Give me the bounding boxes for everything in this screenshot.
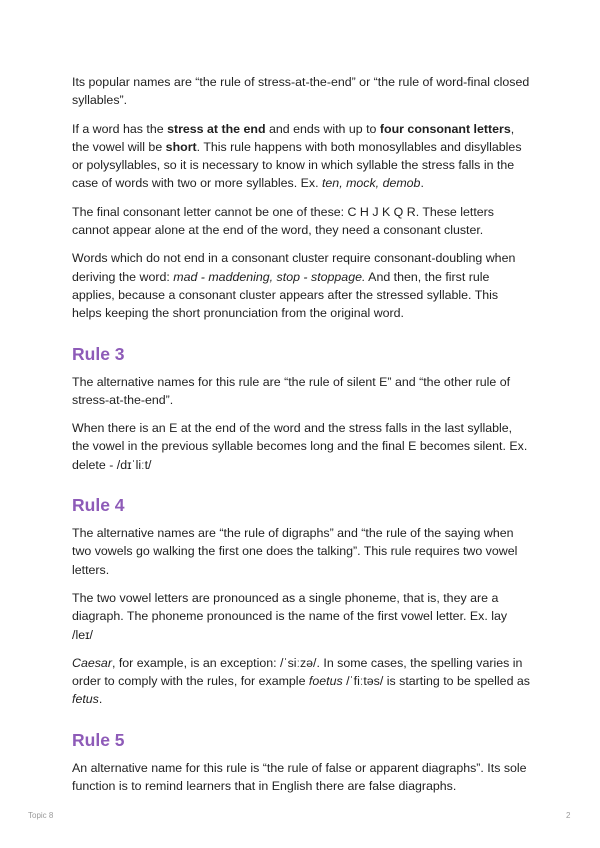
rule-5-heading: Rule 5 [72,729,125,750]
italic-fetus: fetus [72,692,99,707]
text-run: Words which do not end in a consonant cluster require consonant-doubling when deriving the word: [72,251,516,284]
bold-four-consonant-letters: four consonant letters [379,121,511,136]
bold-short: short [165,139,197,154]
text-run: , the vowel will be [72,121,515,154]
bold-stress-at-end: stress at the end [167,121,266,136]
text-run: If a word has the [72,121,168,136]
text-run: /ˈfiːtəs/ is starting to be spelled as [342,674,530,689]
text-run: , for example, is an exception: /ˈsiːzə/. In some cases, the spelling varies in order to comply with the rules, for example [72,655,523,689]
rule-3-heading: Rule 3 [72,343,125,364]
intro-paragraph-3: The final consonant letter cannot be one of these: C H J K Q R. These letters cannot appear alone at the end of the word, they need a consonant cluster. [72,204,494,238]
text-run: . [420,176,424,191]
footer-topic-label: Topic 8 [28,811,54,820]
italic-examples: ten, mock, demob [321,176,421,191]
rule-3-paragraph-1: The alternative names for this rule are “the rule of silent E” and “the other rule of stress-at-the-end”. [72,374,511,407]
text-run: . This rule happens with both monosyllables and disyllables or polysyllables, so it is necessary to know in which syllable the stress falls in the case of words with two or more syllables. Ex. [72,139,522,191]
rule-4-paragraph-3 [72,654,530,709]
italic-foetus: foetus [308,674,343,689]
intro-paragraph-1: Its popular names are “the rule of stress-at-the-end” or “the rule of word-final closed syllables”. [72,75,530,108]
rule-4-heading: Rule 4 [72,495,125,516]
page-number: 2 [566,811,571,820]
rule-3-paragraph-2: When there is an E at the end of the word and the stress falls in the last syllable, the vowel in the previous syllable becomes long and the final E becomes silent. Ex. delete - /dɪˈliːt/ [72,421,528,472]
italic-caesar: Caesar [72,655,112,670]
intro-paragraph-2 [72,120,530,193]
text-run: And then, the first rule applies, because a consonant cluster appears after the stressed syllable. This helps keeping the short pronunciation from the original word. [72,269,499,321]
rule-4-paragraph-2: The two vowel letters are pronounced as a single phoneme, that is, they are a diagraph. The phoneme pronounced is the name of the first vowel letter. Ex. lay /leɪ/ [72,590,508,642]
rule-4-paragraph-1: The alternative names are “the rule of digraphs” and “the rule of the saying when two vowels go walking the first one does the talking”. This rule requires two vowel letters. [72,526,518,577]
text-run: and ends with up to [265,121,380,136]
page-content [72,73,530,805]
intro-paragraph-4 [72,249,530,322]
rule-5-paragraph-1: An alternative name for this rule is “the rule of false or apparent diagraphs”. Its sole function is to remind learners that in English there are false diagraphs. [72,760,527,794]
italic-examples: mad - maddening, stop - stoppage. [173,269,366,284]
text-run: . [98,692,103,707]
